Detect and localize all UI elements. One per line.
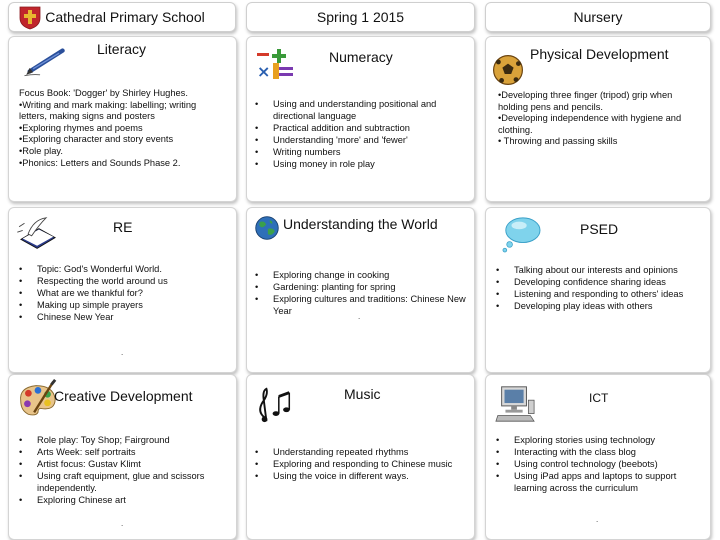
globe-icon	[254, 215, 280, 241]
list-item: • Using the voice in different ways.	[255, 470, 473, 482]
list-item: • Talking about our interests and opinions	[496, 264, 706, 276]
literacy-line: Focus Book: 'Dogger' by Shirley Hughes.	[19, 88, 188, 98]
class-label: Nursery	[573, 9, 623, 25]
list-item: • Using iPad apps and laptops to support learning across the curriculum	[496, 470, 708, 494]
list-item: • Arts Week: self portraits	[19, 446, 234, 458]
list-item: • Exploring and responding to Chinese music	[255, 458, 473, 470]
psed-title: PSED	[580, 221, 619, 237]
literacy-line: •Role play.	[19, 145, 63, 156]
physical-line: clothing.	[498, 124, 533, 135]
list-item: • Interacting with the class blog	[496, 446, 708, 458]
psed-list	[496, 264, 706, 312]
decorative-dot: .	[358, 312, 361, 321]
music-notes-icon	[255, 385, 295, 425]
list-item: • Chinese New Year	[19, 311, 234, 323]
list-item: • Role play: Toy Shop; Fairground	[19, 434, 234, 446]
speech-bubble-icon	[500, 215, 542, 253]
list-item: • Gardening: planting for spring	[255, 281, 473, 293]
list-item: • Listening and responding to others' ideas	[496, 288, 706, 300]
ict-panel	[485, 374, 711, 540]
term-header	[246, 2, 475, 32]
svg-text:×: ×	[257, 62, 271, 81]
list-item: • Exploring Chinese art	[19, 494, 234, 506]
football-icon	[492, 54, 524, 86]
list-item: • Exploring cultures and traditions: Chinese New Year	[255, 293, 473, 317]
literacy-panel	[8, 36, 237, 202]
decorative-dot: .	[596, 515, 599, 524]
re-list	[19, 263, 234, 323]
decorative-dot: .	[121, 348, 124, 357]
creative-development-title: Creative Development	[54, 388, 193, 404]
list-item: • Exploring stories using technology	[496, 434, 708, 446]
literacy-line: •Exploring character and story events	[19, 134, 174, 145]
literacy-title: Literacy	[97, 41, 147, 57]
list-item: • Using craft equipment, glue and scissors independently.	[19, 470, 234, 494]
school-name: Cathedral Primary School	[45, 9, 205, 25]
literacy-line: •Phonics: Letters and Sounds Phase 2.	[19, 157, 181, 168]
literacy-line: •Exploring rhymes and poems	[19, 122, 143, 133]
understanding-world-panel	[246, 207, 475, 373]
computer-icon	[494, 383, 536, 425]
physical-line: •Developing three finger (tripod) grip when	[498, 90, 673, 100]
literacy-text	[19, 88, 234, 169]
literacy-line: •Writing and mark making: labelling; writing	[19, 99, 197, 110]
ict-list	[496, 434, 708, 494]
term-label: Spring 1 2015	[316, 9, 405, 25]
list-item: • Developing confidence sharing ideas	[496, 276, 706, 288]
list-item: • Using money in role play	[255, 158, 473, 170]
music-list	[255, 446, 473, 482]
list-item: • Using and understanding positional and directional language	[255, 98, 473, 122]
list-item: • Making up simple prayers	[19, 299, 234, 311]
understanding-world-title: Understanding the World	[283, 216, 438, 232]
numeracy-list	[255, 98, 473, 170]
book-and-feather-icon	[15, 216, 61, 252]
physical-development-panel	[485, 36, 711, 202]
paint-palette-icon	[15, 379, 59, 419]
physical-development-title: Physical Development	[530, 46, 669, 62]
physical-line: • Throwing and passing skills	[498, 136, 618, 147]
list-item: • Using control technology (beebots)	[496, 458, 708, 470]
re-title: RE	[113, 219, 133, 235]
numeracy-panel	[246, 36, 475, 202]
music-title: Music	[344, 386, 381, 402]
literacy-line: letters, making signs and posters	[19, 111, 155, 122]
list-item: • Artist focus: Gustav Klimt	[19, 458, 234, 470]
math-symbols-icon	[255, 43, 299, 83]
understanding-world-list	[255, 269, 473, 317]
physical-line: •Developing independence with hygiene and	[498, 113, 682, 124]
pen-icon	[21, 43, 73, 79]
school-crest-icon	[19, 6, 41, 30]
decorative-dot: .	[121, 519, 124, 528]
ict-title: ICT	[589, 391, 609, 405]
list-item: • Topic: God's Wonderful World.	[19, 263, 234, 275]
physical-development-text	[498, 90, 710, 148]
list-item: • Understanding repeated rhythms	[255, 446, 473, 458]
list-item: • What are we thankful for?	[19, 287, 234, 299]
creative-development-list	[19, 434, 234, 506]
list-item: • Practical addition and subtraction	[255, 122, 473, 134]
class-header	[485, 2, 711, 32]
numeracy-title: Numeracy	[329, 49, 393, 65]
physical-line: holding pens and pencils.	[498, 101, 603, 112]
list-item: • Understanding 'more' and 'fewer'	[255, 134, 473, 146]
creative-development-panel	[8, 374, 237, 540]
list-item: • Respecting the world around us	[19, 275, 234, 287]
re-panel	[8, 207, 237, 373]
music-panel	[246, 374, 475, 540]
school-name-header	[8, 2, 236, 32]
list-item: • Exploring change in cooking	[255, 269, 473, 281]
psed-panel	[485, 207, 711, 373]
list-item: • Writing numbers	[255, 146, 473, 158]
list-item: • Developing play ideas with others	[496, 300, 706, 312]
